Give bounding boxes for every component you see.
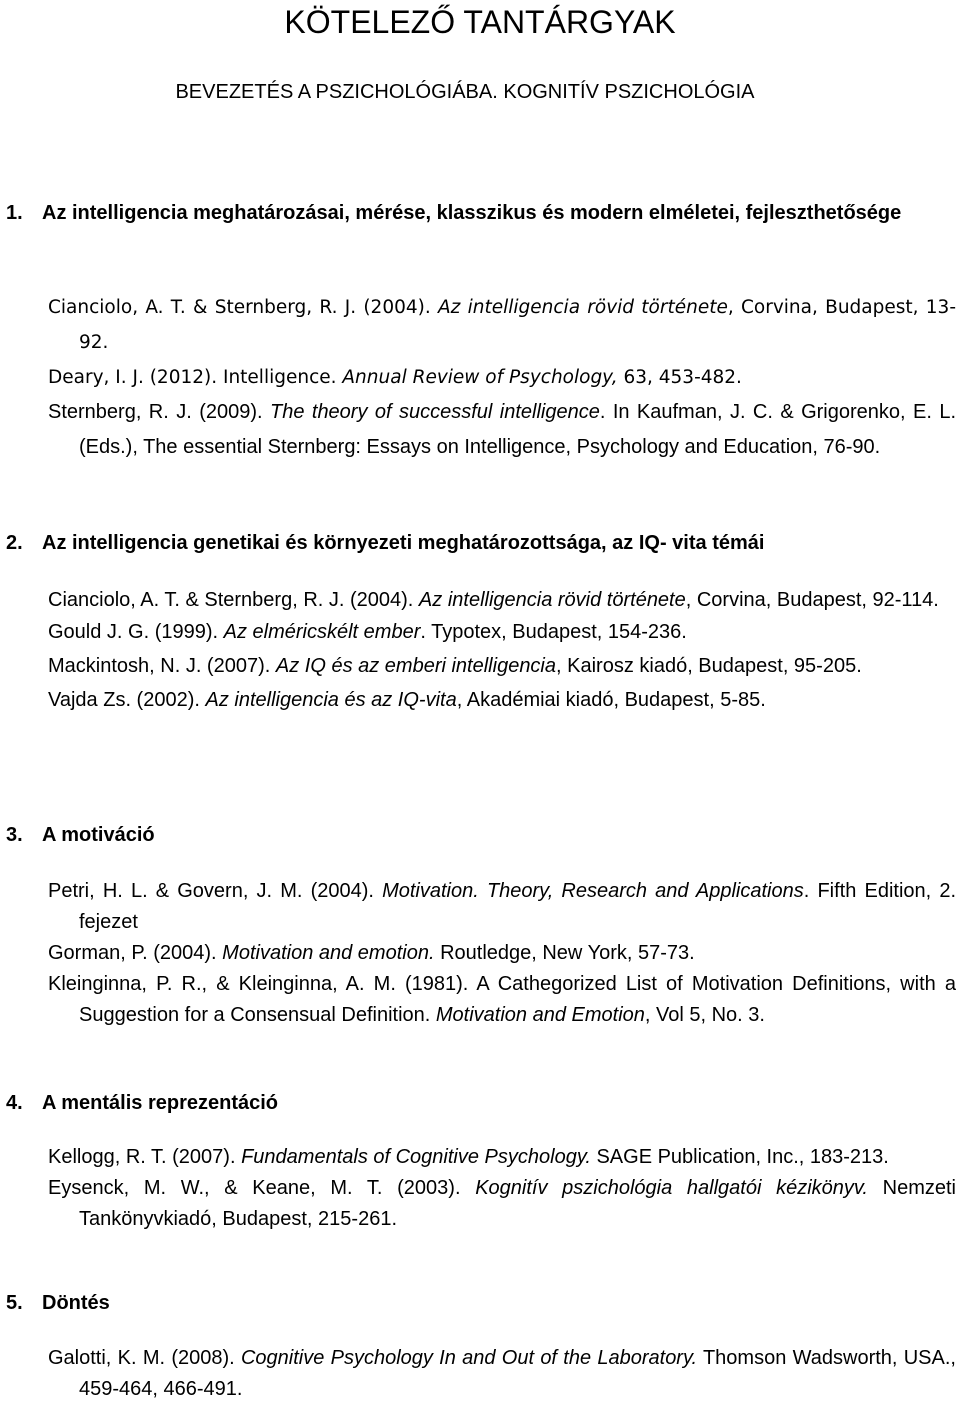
reference-item: Cianciolo, A. T. & Sternberg, R. J. (2004). Az intelligencia rövid története, Corvina, Budapest, 92-114.	[48, 589, 939, 611]
reference-item: Cianciolo, A. T. & Sternberg, R. J. (2004). Az intelligencia rövid története, Corvina, Budapest, 13-92.	[48, 297, 956, 353]
reference-title: Az intelligencia rövid története	[437, 297, 728, 318]
section-heading-2	[0, 526, 956, 560]
reference-title: Motivation and emotion.	[222, 942, 435, 964]
reference-list-4	[0, 1142, 956, 1235]
reference-item: Vajda Zs. (2002). Az intelligencia és az IQ-vita, Akadémiai kiadó, Budapest, 5-85.	[48, 689, 766, 711]
section-title: A motiváció	[42, 824, 155, 846]
reference-title: The theory of successful intelligence	[270, 401, 600, 423]
reference-item: Gould J. G. (1999). Az elméricskélt ember. Typotex, Budapest, 154-236.	[48, 621, 687, 643]
reference-item: Deary, I. J. (2012). Intelligence. Annual Review of Psychology, 63, 453-482.	[48, 367, 742, 388]
reference-list-3	[0, 876, 956, 1031]
section-number: 3.	[6, 824, 23, 846]
reference-list-5	[0, 1343, 956, 1405]
reference-list-2	[0, 584, 956, 716]
section-number: 4.	[6, 1092, 23, 1114]
section-heading-1	[0, 196, 956, 230]
reference-title: Az elméricskélt ember	[223, 621, 421, 643]
section-title: A mentális reprezentáció	[42, 1092, 279, 1114]
reference-item: Eysenck, M. W., & Keane, M. T. (2003). Kognitív pszichológia hallgatói kézikönyv. Nemzeti Tankönyvkiadó, Budapest, 215-261.	[48, 1177, 956, 1230]
reference-item: Mackintosh, N. J. (2007). Az IQ és az emberi intelligencia, Kairosz kiadó, Budapest, 95-205.	[48, 655, 862, 677]
reference-title: Cognitive Psychology In and Out of the Laboratory.	[240, 1347, 698, 1369]
reference-item: Sternberg, R. J. (2009). The theory of successful intelligence. In Kaufman, J. C. & Grigorenko, E. L. (Eds.), The essential Sternberg: Essays on Intelligence, Psychology and Education, 76-90.	[48, 401, 956, 458]
section-heading-3	[0, 818, 956, 852]
section-number: 1.	[6, 202, 23, 224]
section-number: 5.	[6, 1292, 23, 1314]
reference-title: Fundamentals of Cognitive Psychology.	[241, 1146, 591, 1168]
reference-title: Az IQ és az emberi intelligencia	[275, 655, 557, 677]
reference-title: Az intelligencia rövid története	[418, 589, 686, 611]
reference-item: Kellogg, R. T. (2007). Fundamentals of Cognitive Psychology. SAGE Publication, Inc., 183-213.	[48, 1146, 889, 1168]
page-title: KÖTELEZŐ TANTÁRGYAK	[284, 4, 676, 40]
reference-title: Annual Review of Psychology,	[342, 367, 618, 388]
section-title: Az intelligencia meghatározásai, mérése, klasszikus és modern elméletei, fejleszthetősége	[42, 202, 902, 224]
reference-title: Motivation and Emotion	[435, 1004, 645, 1026]
course-subtitle: BEVEZETÉS A PSZICHOLÓGIÁBA. KOGNITÍV PSZICHOLÓGIA	[175, 81, 755, 103]
reference-title: Kognitív pszichológia hallgatói kézikönyv.	[475, 1177, 868, 1199]
section-title: Az intelligencia genetikai és környezeti meghatározottsága, az IQ- vita témái	[42, 532, 765, 554]
reference-item: Gorman, P. (2004). Motivation and emotion. Routledge, New York, 57-73.	[48, 942, 695, 964]
section-heading-5	[0, 1286, 956, 1320]
section-number: 2.	[6, 532, 23, 554]
section-heading-4	[0, 1086, 956, 1120]
reference-title: Motivation. Theory, Research and Applications	[382, 880, 804, 902]
reference-item: Kleinginna, P. R., & Kleinginna, A. M. (1981). A Cathegorized List of Motivation Definitions, with a Suggestion for a Consensual Definition. Motivation and Emotion, Vol 5, No. 3.	[48, 973, 956, 1026]
reference-item: Petri, H. L. & Govern, J. M. (2004). Motivation. Theory, Research and Applications. Fifth Edition, 2. fejezet	[48, 880, 957, 933]
reference-item: Galotti, K. M. (2008). Cognitive Psychology In and Out of the Laboratory. Thomson Wadsworth, USA., 459-464, 466-491.	[48, 1347, 956, 1400]
section-title: Döntés	[42, 1292, 110, 1314]
reference-title: Az intelligencia és az IQ-vita	[205, 689, 457, 711]
reference-list-1	[0, 290, 956, 465]
